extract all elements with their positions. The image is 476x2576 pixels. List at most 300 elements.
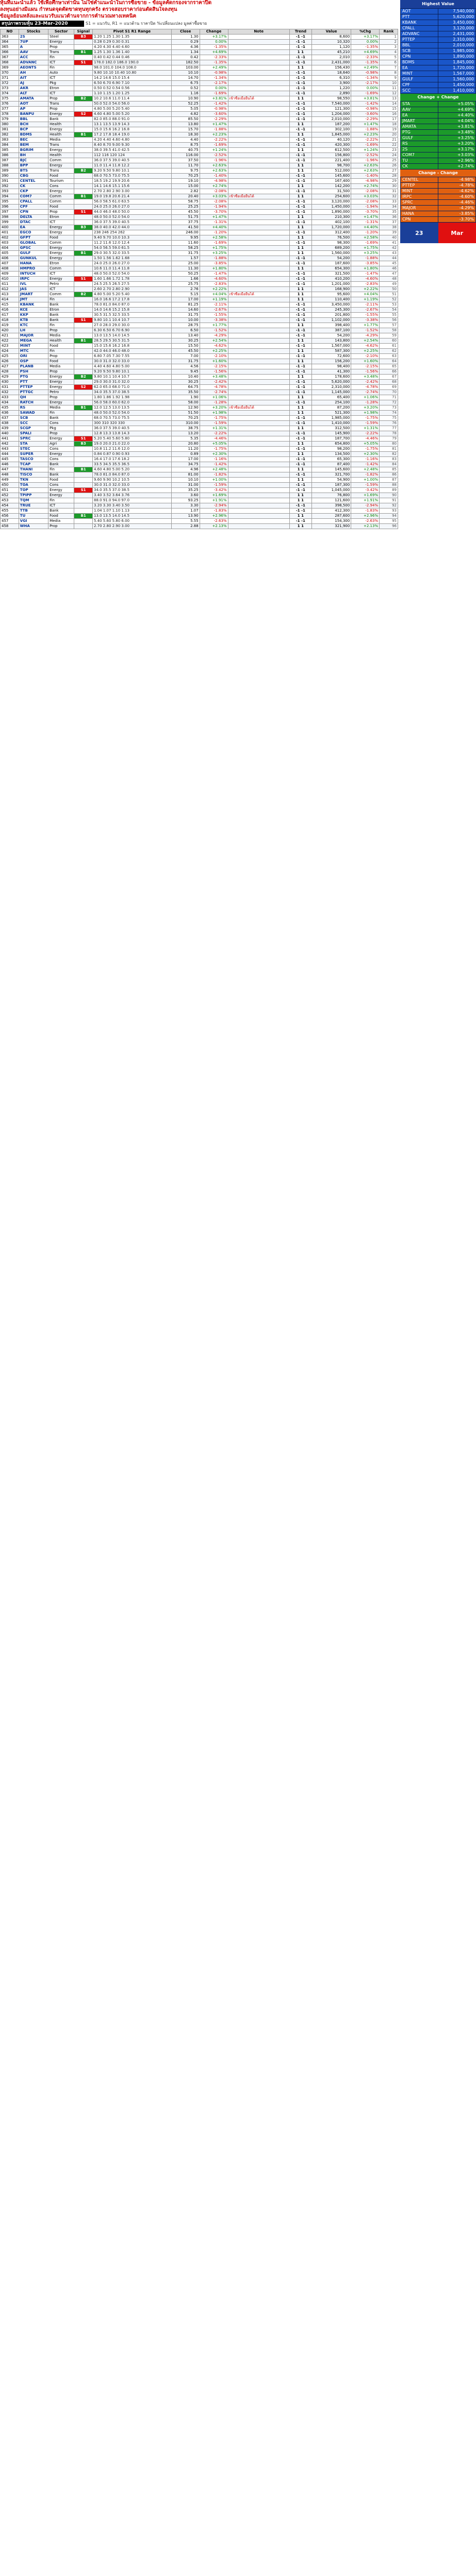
stock-symbol[interactable]: TTB: [19, 509, 48, 514]
side-list-item[interactable]: [401, 118, 476, 124]
stock-symbol[interactable]: PTTEP: [19, 385, 48, 390]
close-price: 70.25: [171, 416, 200, 421]
row-number: 433: [1, 395, 19, 400]
rank: 22: [380, 143, 398, 148]
row-number: 440: [1, 431, 19, 436]
column-header[interactable]: Value: [311, 29, 351, 35]
table-row[interactable]: [1, 168, 398, 174]
table-row[interactable]: [1, 509, 398, 514]
side-list-item[interactable]: [401, 177, 476, 183]
table-row[interactable]: [1, 395, 398, 400]
signal-badge: S1: [74, 488, 93, 493]
side-list-item[interactable]: [401, 54, 476, 60]
side-list-item[interactable]: [401, 164, 476, 170]
change-percent-2: -4.98%: [351, 179, 380, 184]
stock-symbol[interactable]: DELTA: [19, 215, 48, 220]
table-row[interactable]: [1, 467, 398, 472]
table-row[interactable]: [1, 323, 398, 328]
side-list-item[interactable]: [401, 82, 476, 88]
stock-symbol[interactable]: IVL: [19, 282, 48, 287]
table-row[interactable]: [1, 338, 398, 344]
stock-symbol[interactable]: EGCO: [19, 230, 48, 235]
table-row[interactable]: [1, 117, 398, 122]
close-price: 0.89: [171, 452, 200, 457]
trade-value: 54,200: [311, 333, 351, 338]
table-row[interactable]: [1, 158, 398, 163]
side-list-item[interactable]: [401, 9, 476, 14]
table-row[interactable]: [1, 318, 398, 323]
stock-symbol[interactable]: TISCO: [19, 472, 48, 478]
table-row[interactable]: [1, 457, 398, 462]
table-row[interactable]: [1, 60, 398, 65]
stock-symbol[interactable]: ORI: [19, 354, 48, 359]
change-percent: -1.28%: [200, 400, 228, 405]
stock-symbol[interactable]: IRPC: [19, 277, 48, 282]
stock-symbol[interactable]: GUNKUL: [19, 256, 48, 261]
trade-value: 187,700: [311, 436, 351, 442]
price-range: 11.2 11.6 12.0 12.4: [93, 241, 172, 246]
change-percent: -3.85%: [200, 261, 228, 266]
stock-symbol[interactable]: JMT: [19, 297, 48, 302]
row-number: 417: [1, 313, 19, 318]
side-list-item[interactable]: [401, 183, 476, 189]
table-row[interactable]: [1, 421, 398, 426]
table-row[interactable]: [1, 91, 398, 96]
table-row[interactable]: [1, 153, 398, 158]
stock-symbol[interactable]: KCE: [19, 308, 48, 313]
table-row[interactable]: [1, 81, 398, 86]
stock-symbol[interactable]: A: [19, 45, 48, 50]
note: [228, 472, 289, 478]
stock-symbol[interactable]: CBG: [19, 174, 48, 179]
table-row[interactable]: [1, 483, 398, 488]
table-row[interactable]: [1, 359, 398, 364]
price-range: 48.0 50.0 52.0 54.0: [93, 272, 172, 277]
table-row[interactable]: [1, 127, 398, 132]
stock-symbol[interactable]: GFPT: [19, 235, 48, 241]
side-list-item[interactable]: [401, 189, 476, 194]
stock-symbol[interactable]: PTG: [19, 375, 48, 380]
stock-symbol[interactable]: MINT: [19, 344, 48, 349]
table-row[interactable]: [1, 235, 398, 241]
stock-symbol[interactable]: BJC: [19, 158, 48, 163]
stock-symbol[interactable]: BEC: [19, 138, 48, 143]
table-row[interactable]: [1, 488, 398, 493]
side-list-item[interactable]: [401, 194, 476, 200]
row-number: 424: [1, 349, 19, 354]
stock-symbol[interactable]: AIT: [19, 76, 48, 81]
sector: Prop: [48, 96, 74, 101]
change-percent-2: -1.40%: [351, 174, 380, 179]
table-row[interactable]: [1, 519, 398, 524]
sector: Energy: [48, 163, 74, 168]
table-row[interactable]: [1, 96, 398, 101]
stock-symbol[interactable]: AOT: [19, 101, 48, 107]
close-price: 1.57: [171, 256, 200, 261]
signal-badge: [74, 71, 93, 76]
table-row[interactable]: [1, 308, 398, 313]
table-row[interactable]: [1, 55, 398, 60]
side-list-item[interactable]: [401, 20, 476, 26]
trade-value: 145,900: [311, 431, 351, 436]
table-row[interactable]: [1, 71, 398, 76]
table-row[interactable]: [1, 302, 398, 308]
column-header[interactable]: Close: [171, 29, 200, 35]
side-list-item[interactable]: [401, 107, 476, 113]
change-percent: -1.82%: [200, 472, 228, 478]
side-list-item[interactable]: [401, 158, 476, 164]
stock-symbol[interactable]: TRUE: [19, 503, 48, 509]
close-price: 25.25: [171, 205, 200, 210]
rank: 62: [380, 349, 398, 354]
table-row[interactable]: [1, 107, 398, 112]
side-list-item[interactable]: [401, 217, 476, 223]
column-header[interactable]: Rank: [380, 29, 398, 35]
table-row[interactable]: [1, 472, 398, 478]
stock-symbol[interactable]: TU: [19, 514, 48, 519]
stock-symbol[interactable]: PSH: [19, 369, 48, 375]
table-row[interactable]: [1, 452, 398, 457]
column-header[interactable]: Sector: [48, 29, 74, 35]
stock-symbol[interactable]: CK: [19, 184, 48, 189]
table-row[interactable]: [1, 122, 398, 127]
stock-symbol[interactable]: RS: [19, 405, 48, 411]
table-row[interactable]: [1, 225, 398, 230]
stock-symbol[interactable]: BTS: [19, 168, 48, 174]
side-list-item[interactable]: [401, 26, 476, 31]
trade-value: 654,300: [311, 266, 351, 272]
change-percent-2: +5.05%: [351, 442, 380, 447]
stock-symbol[interactable]: TOP: [19, 488, 48, 493]
column-header[interactable]: %Chg: [351, 29, 380, 35]
trade-value: 7,540,000: [311, 101, 351, 107]
signal-badge: [74, 241, 93, 246]
stock-symbol[interactable]: 2S: [19, 35, 48, 40]
table-row[interactable]: [1, 493, 398, 498]
table-row[interactable]: [1, 35, 398, 40]
legend-text: S1 = แนวรับ, R1 = แนวต้าน ราคาปิด %เปลี่ยนแปลง มูลค่าซื้อขาย: [86, 21, 207, 26]
stock-symbol[interactable]: LH: [19, 328, 48, 333]
stock-symbol[interactable]: MAJOR: [19, 333, 48, 338]
stock-symbol[interactable]: KTC: [19, 323, 48, 328]
stock-symbol[interactable]: CKP: [19, 189, 48, 194]
table-row[interactable]: [1, 313, 398, 318]
stock-symbol[interactable]: BPP: [19, 163, 48, 168]
table-row[interactable]: [1, 426, 398, 431]
column-header[interactable]: Signal: [74, 29, 93, 35]
top-gain-list: [400, 101, 476, 170]
side-value: 3,120,000: [438, 26, 476, 31]
side-list-item[interactable]: [401, 206, 476, 211]
table-row[interactable]: [1, 349, 398, 354]
stock-symbol[interactable]: KBANK: [19, 302, 48, 308]
stock-symbol[interactable]: WHA: [19, 524, 48, 529]
column-header[interactable]: Change: [200, 29, 228, 35]
rank: 4: [380, 50, 398, 55]
table-row[interactable]: [1, 292, 398, 297]
side-list-item[interactable]: [401, 124, 476, 130]
stock-symbol[interactable]: TOA: [19, 483, 48, 488]
stock-symbol[interactable]: TPIPP: [19, 493, 48, 498]
stock-symbol[interactable]: STEC: [19, 447, 48, 452]
side-list-item[interactable]: [401, 200, 476, 206]
stock-symbol[interactable]: BGRIM: [19, 148, 48, 153]
side-list-item[interactable]: [401, 152, 476, 158]
sector: Energy: [48, 493, 74, 498]
side-symbol: COM7: [401, 152, 438, 158]
stock-symbol[interactable]: PTT: [19, 380, 48, 385]
table-row[interactable]: [1, 132, 398, 138]
table-row[interactable]: [1, 385, 398, 390]
stock-symbol[interactable]: CPF: [19, 205, 48, 210]
table-row[interactable]: [1, 447, 398, 452]
table-row[interactable]: [1, 261, 398, 266]
table-row[interactable]: [1, 215, 398, 220]
column-header[interactable]: Stocks: [19, 29, 48, 35]
stock-symbol[interactable]: BCH: [19, 122, 48, 127]
table-row[interactable]: [1, 436, 398, 442]
change-percent-2: +1.80%: [351, 266, 380, 272]
stock-symbol[interactable]: 7UP: [19, 40, 48, 45]
trend-pivot: -1 -1: [289, 138, 311, 143]
table-row[interactable]: [1, 333, 398, 338]
stock-symbol[interactable]: QH: [19, 395, 48, 400]
table-row[interactable]: [1, 143, 398, 148]
change-percent: -1.35%: [200, 45, 228, 50]
table-row[interactable]: [1, 205, 398, 210]
table-row[interactable]: [1, 230, 398, 235]
table-row[interactable]: [1, 256, 398, 261]
side-symbol: AMATA: [401, 124, 438, 130]
stock-symbol[interactable]: TCAP: [19, 462, 48, 467]
table-row[interactable]: [1, 179, 398, 184]
table-row[interactable]: [1, 344, 398, 349]
stock-symbol[interactable]: JAS: [19, 287, 48, 292]
stock-symbol[interactable]: HMPRO: [19, 266, 48, 272]
stock-symbol[interactable]: ACC: [19, 55, 48, 60]
side-list-item[interactable]: [401, 211, 476, 217]
stock-symbol[interactable]: GLOBAL: [19, 241, 48, 246]
table-row[interactable]: [1, 210, 398, 215]
table-row[interactable]: [1, 65, 398, 71]
change-percent-2: -1.28%: [351, 400, 380, 405]
table-row[interactable]: [1, 478, 398, 483]
table-row[interactable]: [1, 50, 398, 55]
stock-symbol[interactable]: BCP: [19, 127, 48, 132]
stock-symbol[interactable]: KTB: [19, 318, 48, 323]
stock-symbol[interactable]: ALT: [19, 91, 48, 96]
stock-symbol[interactable]: RATCH: [19, 400, 48, 405]
table-row[interactable]: [1, 194, 398, 199]
table-row[interactable]: [1, 297, 398, 302]
table-row[interactable]: [1, 369, 398, 375]
table-row[interactable]: [1, 138, 398, 143]
table-row[interactable]: [1, 241, 398, 246]
stock-symbol[interactable]: SAWAD: [19, 411, 48, 416]
side-list-item[interactable]: [401, 141, 476, 147]
close-price: 2.82: [171, 189, 200, 194]
trade-value: 287,600: [311, 514, 351, 519]
column-header[interactable]: Pivot S1 R1 Range: [93, 29, 172, 35]
table-row[interactable]: [1, 442, 398, 447]
table-row[interactable]: [1, 524, 398, 529]
stock-symbol[interactable]: CPN: [19, 210, 48, 215]
stock-symbol[interactable]: PLANB: [19, 364, 48, 369]
trend-pivot: -1 -1: [289, 189, 311, 194]
side-list-item[interactable]: [401, 71, 476, 77]
table-row[interactable]: [1, 86, 398, 91]
stock-symbol[interactable]: EA: [19, 225, 48, 230]
stock-symbol[interactable]: SPRC: [19, 436, 48, 442]
stock-symbol[interactable]: MTC: [19, 349, 48, 354]
stock-symbol[interactable]: STA: [19, 442, 48, 447]
table-row[interactable]: [1, 375, 398, 380]
stock-symbol[interactable]: THANI: [19, 467, 48, 472]
table-row[interactable]: [1, 364, 398, 369]
table-row[interactable]: [1, 287, 398, 292]
stock-symbol[interactable]: AAV: [19, 50, 48, 55]
signal-badge: B2: [74, 375, 93, 380]
stock-symbol[interactable]: AJ: [19, 81, 48, 86]
close-price: 17.00: [171, 457, 200, 462]
column-header[interactable]: NO: [1, 29, 19, 35]
table-row[interactable]: [1, 405, 398, 411]
table-row[interactable]: [1, 272, 398, 277]
stock-symbol[interactable]: DTAC: [19, 220, 48, 225]
table-row[interactable]: [1, 220, 398, 225]
stock-symbol[interactable]: BANPU: [19, 112, 48, 117]
stock-symbol[interactable]: PTTGC: [19, 390, 48, 395]
side-list-item[interactable]: [401, 101, 476, 107]
side-list-item[interactable]: [401, 60, 476, 65]
table-row[interactable]: [1, 163, 398, 168]
table-row[interactable]: [1, 40, 398, 45]
side-list-item[interactable]: [401, 31, 476, 37]
stock-symbol[interactable]: AKR: [19, 86, 48, 91]
column-header[interactable]: Trend: [289, 29, 311, 35]
change-percent-2: -2.17%: [351, 81, 380, 86]
stock-symbol[interactable]: BEM: [19, 143, 48, 148]
stock-symbol[interactable]: CENTEL: [19, 179, 48, 184]
stock-symbol[interactable]: GULF: [19, 251, 48, 256]
table-row[interactable]: [1, 354, 398, 359]
stock-symbol[interactable]: TQM: [19, 498, 48, 503]
side-list-item[interactable]: [401, 88, 476, 94]
stock-symbol[interactable]: AEONTS: [19, 65, 48, 71]
stock-symbol[interactable]: MEGA: [19, 338, 48, 344]
table-row[interactable]: [1, 431, 398, 436]
side-list-item[interactable]: [401, 48, 476, 54]
stock-symbol[interactable]: AP: [19, 107, 48, 112]
stock-symbol[interactable]: ADVANC: [19, 60, 48, 65]
sector: Prop: [48, 395, 74, 400]
table-row[interactable]: [1, 76, 398, 81]
column-header[interactable]: Note: [228, 29, 289, 35]
stock-symbol[interactable]: VGI: [19, 519, 48, 524]
stock-symbol[interactable]: TASCO: [19, 457, 48, 462]
close-price: 1.07: [171, 509, 200, 514]
sector: Energy: [48, 256, 74, 261]
stock-symbol[interactable]: SUPER: [19, 452, 48, 457]
stock-symbol[interactable]: OSP: [19, 359, 48, 364]
table-row[interactable]: [1, 174, 398, 179]
table-row[interactable]: [1, 251, 398, 256]
table-row[interactable]: [1, 246, 398, 251]
side-list-item[interactable]: [401, 147, 476, 152]
side-list-item[interactable]: [401, 14, 476, 20]
side-list-item[interactable]: [401, 135, 476, 141]
signal-badge: [74, 478, 93, 483]
table-row[interactable]: [1, 400, 398, 405]
side-list-item[interactable]: [401, 130, 476, 135]
change-percent-2: +2.49%: [351, 65, 380, 71]
change-percent-2: -2.22%: [351, 431, 380, 436]
table-row[interactable]: [1, 277, 398, 282]
table-row[interactable]: [1, 411, 398, 416]
table-row[interactable]: [1, 282, 398, 287]
side-value: 1,890,000: [438, 54, 476, 60]
table-row[interactable]: [1, 503, 398, 509]
table-row[interactable]: [1, 266, 398, 272]
close-price: 30.25: [171, 338, 200, 344]
table-row[interactable]: [1, 148, 398, 153]
change-percent-2: -2.52%: [351, 153, 380, 158]
stock-symbol[interactable]: GPSC: [19, 246, 48, 251]
change-percent-2: -1.94%: [351, 205, 380, 210]
table-row[interactable]: [1, 184, 398, 189]
stock-symbol[interactable]: CPALL: [19, 199, 48, 205]
side-list-item[interactable]: [401, 77, 476, 82]
change-percent: -1.42%: [200, 462, 228, 467]
table-row[interactable]: [1, 416, 398, 421]
signal-badge: S1: [74, 318, 93, 323]
table-row[interactable]: [1, 101, 398, 107]
stock-symbol[interactable]: HANA: [19, 261, 48, 266]
stock-symbol[interactable]: JMART: [19, 292, 48, 297]
stock-symbol[interactable]: AH: [19, 71, 48, 76]
stock-symbol[interactable]: KKP: [19, 313, 48, 318]
stock-symbol[interactable]: SCC: [19, 421, 48, 426]
row-number: 372: [1, 81, 19, 86]
stock-symbol[interactable]: INTUCH: [19, 272, 48, 277]
table-row[interactable]: [1, 514, 398, 519]
side-list-item[interactable]: [401, 37, 476, 43]
stock-symbol[interactable]: SCB: [19, 416, 48, 421]
table-row[interactable]: [1, 462, 398, 467]
stock-symbol[interactable]: BH: [19, 153, 48, 158]
table-row[interactable]: [1, 189, 398, 194]
table-row[interactable]: [1, 498, 398, 503]
stock-symbol[interactable]: TKN: [19, 478, 48, 483]
table-row[interactable]: [1, 45, 398, 50]
stock-symbol[interactable]: SPALI: [19, 431, 48, 436]
table-row[interactable]: [1, 112, 398, 117]
stock-symbol[interactable]: COM7: [19, 194, 48, 199]
side-list-item[interactable]: [401, 113, 476, 118]
side-list-item[interactable]: [401, 65, 476, 71]
table-row[interactable]: [1, 390, 398, 395]
note: [228, 153, 289, 158]
signal-badge: [74, 143, 93, 148]
stock-symbol[interactable]: BBL: [19, 117, 48, 122]
table-row[interactable]: [1, 328, 398, 333]
table-row[interactable]: [1, 199, 398, 205]
side-list-item[interactable]: [401, 43, 476, 48]
table-row[interactable]: [1, 380, 398, 385]
stock-symbol[interactable]: SCGP: [19, 426, 48, 431]
stock-symbol[interactable]: BDMS: [19, 132, 48, 138]
stock-symbol[interactable]: AMATA: [19, 96, 48, 101]
